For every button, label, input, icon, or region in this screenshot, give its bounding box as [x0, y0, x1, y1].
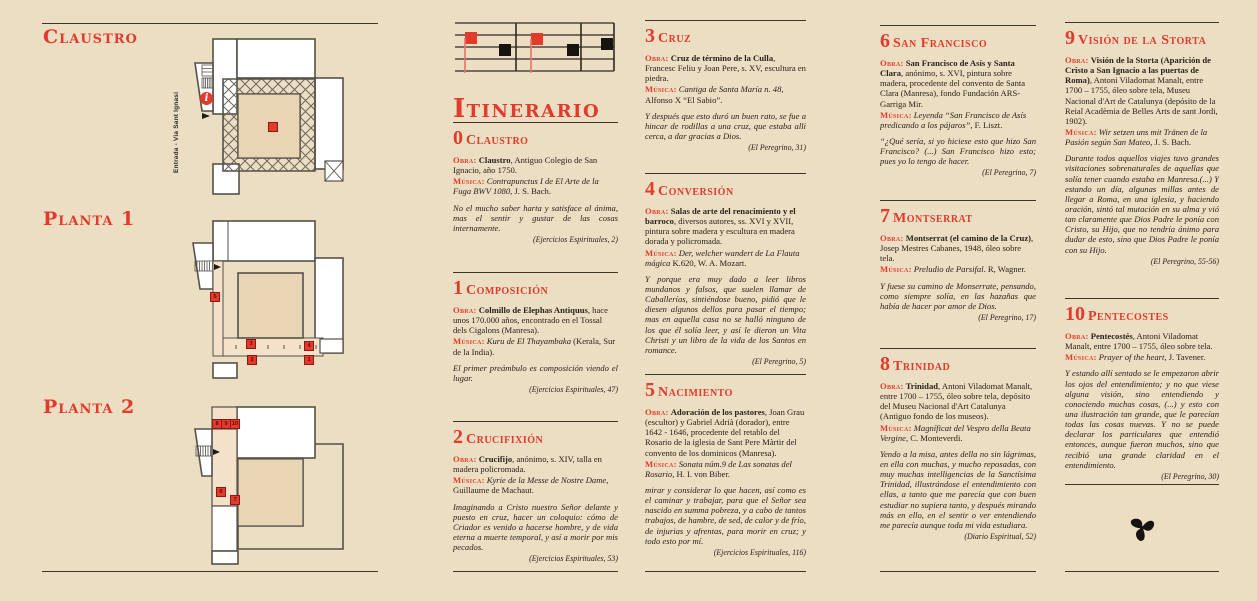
spiritual-quote: “¿Qué sería, si yo hiciese esto que hizo San Francisco? (...) San Francisco hizo esto; pues yo lo tengo de hacer. — [880, 135, 1036, 167]
obra-label: Obra: — [453, 155, 477, 165]
music-title: Cantiga de Santa María n. 48 — [678, 84, 782, 95]
musica-entry — [645, 84, 806, 104]
musica-entry — [880, 110, 1036, 130]
musica-label: Música: — [880, 109, 912, 120]
ornament-area — [1065, 485, 1219, 571]
musica-entry — [1065, 127, 1219, 147]
work-details: , anónimo, s. XIV, talla en madera policromada. — [453, 454, 602, 475]
itinerary-title-area — [453, 75, 618, 122]
obra-label: Obra: — [880, 381, 904, 391]
plan-section-claustro — [42, 24, 378, 206]
section-7-montserrat — [880, 200, 1036, 348]
music-title: Prayer of the heart — [1098, 352, 1165, 363]
section-heading — [1065, 28, 1219, 50]
musica-entry — [453, 475, 618, 495]
musica-entry — [453, 176, 618, 196]
musica-entry — [1065, 352, 1219, 362]
section-name: Nacimiento — [658, 385, 733, 400]
section-heading — [645, 380, 806, 402]
section-2-crucifixion — [453, 421, 618, 571]
section-9-vision-de-la-storta — [1065, 22, 1219, 298]
section-name: Composición — [466, 283, 549, 298]
obra-entry — [880, 381, 1036, 422]
musica-entry — [880, 264, 1036, 274]
musica-entry — [645, 459, 806, 479]
corridor — [213, 261, 223, 356]
floorplans-panel — [42, 23, 378, 572]
music-title: Magníficat del Vespro della Beata Vergine — [880, 422, 1031, 443]
music-title: Wir setzen uns mit Tränen de la Pasión según San Mateo — [1065, 126, 1208, 148]
spiritual-quote: Yendo a la misa, antes della no sin lágrimas, en ella con muchas, y mucho reposadas, con muy muchas intelligencias de la Sanctísima Trinidad, illustrándose el entendimiento con ellas, a tanto que me parecía que con buen estudiar no supiera tanto, y después mirando más en ello, en el sentir o ver entendiendo me parecía aunque toda mi vida estudiara. — [880, 448, 1036, 530]
section-number: 2 — [453, 426, 463, 448]
route-marker: 2 — [247, 355, 257, 365]
music-title: Contrapunctus I de El Arte de la Fuga BWV 1080 — [453, 176, 599, 197]
music-title: Sonata núm.9 de Las sonatas del Rosario — [645, 458, 792, 479]
section-name: Visión de la Storta — [1078, 33, 1207, 48]
plan-title-claustro: Claustro — [43, 26, 138, 48]
info-icon: i — [200, 92, 213, 105]
musica-label: Música: — [453, 176, 485, 187]
section-name: Conversión — [658, 184, 734, 199]
work-details: , Antoni Viladomat Manalt, entre 1700 – 1755, óleo sobre tela. — [1065, 331, 1213, 352]
work-details: , anónimo, s. XVI, pintura sobre madera, procedente del convento de Santa Clara (Manresa), fondo Fundación ARS-Garriga Mir. — [880, 68, 1026, 109]
itinerary-title: Itinerario — [453, 94, 601, 124]
section-5-nacimiento — [645, 374, 806, 571]
musica-label: Música: — [645, 458, 677, 469]
quote-citation: (El Peregrino, 31) — [748, 143, 806, 153]
entrance-structure — [193, 243, 213, 289]
musica-label: Música: — [1065, 126, 1097, 137]
quote-citation: (El Peregrino, 17) — [978, 312, 1036, 322]
route-marker-start — [268, 122, 278, 132]
work-details: , hace unos 170.000 años, encontrado en el Tossal dels Cigalons (Manresa). — [453, 305, 608, 336]
work-title: Trinidad — [905, 381, 939, 391]
music-title: Kyrie de la Messe de Nostre Dame — [486, 475, 607, 486]
column-itinerario — [453, 13, 618, 572]
section-number: 4 — [645, 178, 655, 200]
route-marker: 5 — [210, 292, 220, 302]
section-4-conversion — [645, 173, 806, 374]
hatched-room — [325, 161, 343, 181]
section-3-cruz — [645, 20, 806, 173]
route-marker: 4 — [304, 341, 314, 351]
section-8-trinidad — [880, 348, 1036, 571]
section-number: 1 — [453, 277, 463, 299]
obra-label: Obra: — [645, 206, 669, 216]
music-staff-graphic — [453, 13, 618, 75]
work-title: Crucifijo — [478, 454, 513, 464]
music-details: , J. S. Bach. — [1150, 137, 1192, 148]
section-name: Cruz — [658, 31, 692, 46]
route-marker: 3 — [246, 339, 256, 349]
musica-label: Música: — [1065, 352, 1097, 363]
column-sections-6-8 — [880, 25, 1036, 572]
music-details: , Alfonso X “El Sabio”. — [645, 84, 784, 105]
entrance-structure — [195, 429, 212, 476]
obra-entry — [645, 206, 806, 247]
obra-entry — [453, 305, 618, 335]
claustro-floorplan — [190, 29, 390, 201]
obra-label: Obra: — [453, 305, 477, 315]
section-name: Pentecostes — [1088, 309, 1169, 324]
route-marker: 7 — [230, 495, 240, 505]
entrance-label: Entrada - Via Sant Ignasi — [173, 91, 180, 173]
musica-entry — [453, 336, 618, 356]
obra-label: Obra: — [645, 407, 669, 417]
musica-label: Música: — [880, 422, 912, 433]
fleuron-ornament-icon — [1125, 511, 1159, 545]
spiritual-quote: Imaginando a Cristo nuestro Señor delante y puesto en cruz, hacer un coloquio: cómo de Criador es venido a hacerse hombre, y de vida eterna a muerte temporal, y así a morir por mis pecados. — [453, 501, 618, 553]
section-name: Montserrat — [893, 211, 973, 226]
work-details: , Francesc Feliu y Joan Pere, s. XV, escultura en piedra. — [645, 53, 806, 84]
musica-label: Música: — [880, 264, 912, 275]
section-number: 10 — [1065, 303, 1085, 325]
obra-entry — [1065, 331, 1219, 351]
spiritual-quote: Y después que esto duró un buen rato, se fue a hincar de rodillas a una cruz, que estaba allí cerca, a dar gracias a Dios. — [645, 110, 806, 141]
music-details: , F. Liszt. — [970, 119, 1003, 130]
quote-citation: (Ejercicios Espirituales, 47) — [529, 384, 618, 394]
section-0-claustro — [453, 122, 618, 272]
work-details: , Antoni Viladomat Manalt, entre 1700 – 1755, óleo sobre tela, depósito del Museu Nacional d'Art Catalunya (Antiguo fondo de los museos). — [880, 381, 1033, 422]
obra-entry — [453, 454, 618, 474]
section-number: 5 — [645, 379, 655, 401]
music-title: Preludio de Parsifal — [913, 264, 984, 275]
plan-title-planta1: Planta 1 — [43, 208, 136, 230]
courtyard — [238, 273, 303, 338]
section-heading — [880, 31, 1036, 53]
quote-citation: (El Peregrino, 55-56) — [1150, 256, 1219, 266]
musica-label: Música: — [453, 475, 485, 486]
quote-citation: (Diario Espiritual, 52) — [964, 531, 1036, 541]
music-details: , C. Monteverdi. — [905, 432, 963, 443]
musica-entry — [645, 248, 806, 268]
section-heading — [645, 179, 806, 201]
work-title: Adoración de los pastores — [670, 407, 765, 417]
quote-citation: (Ejercicios Espirituales, 2) — [533, 234, 618, 244]
obra-label: Obra: — [1065, 55, 1089, 65]
courtyard — [238, 459, 303, 526]
section-number: 7 — [880, 205, 890, 227]
section-name: Trinidad — [893, 359, 951, 374]
section-number: 0 — [453, 127, 463, 149]
quote-citation: (El Peregrino, 30) — [1161, 471, 1219, 481]
obra-entry — [880, 58, 1036, 109]
music-details: , J. Tavener. — [1164, 352, 1206, 363]
quote-citation: (El Peregrino, 7) — [982, 168, 1036, 178]
section-number: 6 — [880, 30, 890, 52]
music-details: (Kerala, Sur de la India). — [453, 336, 616, 357]
spiritual-quote: Y fuese su camino de Monserrate, pensando, como siempre solía, en las hazañas que había de hacer por amor de Dios. — [880, 280, 1036, 311]
obra-entry — [1065, 55, 1219, 126]
section-heading — [453, 427, 618, 449]
section-heading — [880, 354, 1036, 376]
section-heading — [453, 278, 618, 300]
spiritual-quote: No el mucho saber harta y satisface al ánima, mas el sentir y gustar de las cosas internamente. — [453, 202, 618, 233]
obra-label: Obra: — [1065, 331, 1089, 341]
work-details: , Josep Mestres Cabanes, 1948, óleo sobre tela. — [880, 233, 1034, 264]
obra-label: Obra: — [880, 233, 904, 243]
musica-label: Música: — [453, 336, 485, 347]
work-details: , Joan Grau (escultor) y Gabriel Adrià (dorador), entre 1642 - 1646, procedente del retablo del Rosario de la iglesia de Sant Pere Màrtir del convento de los dominicos (Manresa). — [645, 407, 805, 458]
work-title: Salas de arte del renacimiento y el barroco — [645, 206, 796, 227]
work-details: , Antoni Viladomat Manalt, entre 1700 – 1755, óleo sobre tela, Museu Nacional d'Art de Catalunya (depósito de la Reial Acadèmia de Belles Arts de sant Jordi, 1902). — [1065, 75, 1218, 126]
work-title: San Francisco de Asís y Santa Clara — [880, 58, 1015, 79]
music-title: Kuru de El Thayambaka — [486, 336, 572, 347]
music-title: Der, welcher wandert de La Flauta mágica — [645, 247, 800, 268]
section-heading — [453, 128, 618, 150]
obra-entry — [645, 53, 806, 83]
plan-title-planta2: Planta 2 — [43, 396, 136, 418]
work-title: Montserrat (el camino de la Cruz) — [905, 233, 1032, 243]
music-details: , Guillaume de Machaut. — [453, 475, 609, 496]
obra-label: Obra: — [453, 454, 477, 464]
work-details: , diversos autores, ss. XVI y XVII, pintura sobre madera y escultura en madera dorada y policromada. — [645, 216, 795, 247]
work-title: Claustro — [478, 155, 511, 165]
column-sections-9-10 — [1065, 22, 1219, 572]
musica-label: Música: — [645, 247, 677, 258]
section-number: 8 — [880, 353, 890, 375]
section-heading — [1065, 304, 1219, 326]
spiritual-quote: mirar y considerar lo que hacen, así como es el caminar y trabajar, para que el Señor sea nascido en summa pobreza, y a cabo de tantos trabajos, de hambre, de sed, de calor y de frío, de injurias y afrentas, para morir en cruz; y todo esto por mí. — [645, 484, 806, 546]
spiritual-quote: Durante todos aquellos viajes tuvo grandes visitaciones sobrenaturales de aquellas que solía tener cuando estaba en Manresa.(...) Y estando un día, algunas millas antes de llegar a Roma, en una iglesia, y haciendo oración, sintó tal mutación en su alma y vió tan claramente que Dios Padre le ponía con Cristo, su Hijo, que no tendría ánimo para dudar de esto, sino que Dios Padre le ponía con su Hijo. — [1065, 153, 1219, 255]
quote-citation: (El Peregrino, 5) — [752, 356, 806, 366]
music-details: . R, Wagner. — [983, 264, 1026, 275]
section-name: Crucifixión — [466, 432, 544, 447]
section-number: 3 — [645, 25, 655, 47]
work-title: Visión de la Storta (Aparición de Cristo a San Ignacio a las puertas de Roma) — [1065, 55, 1211, 86]
obra-entry — [453, 155, 618, 175]
work-details: , Antiguo Colegio de San Ignacio, año 1750. — [453, 155, 598, 176]
route-marker: 1 — [304, 355, 314, 365]
section-heading — [880, 206, 1036, 228]
work-title: Colmillo de Elephas Antiquus — [478, 305, 588, 315]
column-sections-3-5 — [645, 20, 806, 572]
music-details: , J. S. Bach. — [510, 186, 551, 197]
route-marker: 8 — [212, 419, 222, 429]
music-details: K.620, W. A. Mozart. — [670, 257, 747, 268]
plan-section-planta2 — [42, 394, 378, 571]
section-10-pentecostes — [1065, 298, 1219, 485]
spiritual-quote: Y porque era muy dado a leer libros mundanos y falsos, que suelen llamar de Caballerías, sintiéndose bueno, pidió que le diesen algunos dellos para pasar el tiempo; mas en aquella casa no se halló ninguno de los que él solía leer, y así le dieron un Vita Christi y un libro de la vida de los Santos en romance. — [645, 273, 806, 355]
musica-label: Música: — [645, 84, 677, 95]
work-title: Cruz de término de la Culla — [670, 53, 774, 63]
music-title: Leyenda “San Francisco de Asís predicando a los pájaros” — [880, 109, 1027, 130]
quote-citation: (Ejercicios Espirituales, 116) — [713, 547, 806, 557]
section-number: 9 — [1065, 27, 1075, 49]
quote-citation: (Ejercicios Espirituales, 53) — [529, 554, 618, 564]
obra-label: Obra: — [880, 58, 904, 68]
route-marker: 10 — [231, 421, 239, 427]
route-marker: 6 — [216, 487, 226, 497]
musica-entry — [880, 423, 1036, 443]
music-details: , H. I. von Biber. — [672, 468, 730, 479]
obra-entry — [880, 233, 1036, 263]
section-heading — [645, 26, 806, 48]
route-marker: 9 — [221, 419, 231, 429]
entrance-arrow-icon — [202, 113, 210, 119]
work-title: Pentecostés — [1090, 331, 1133, 341]
obra-label: Obra: — [645, 53, 669, 63]
section-name: Claustro — [466, 133, 529, 148]
spiritual-quote: Y estando allí sentado se le empezaron abrir los ojos del entendimiento; y no que viese alguna visión, sino entendiendo y conociendo muchas cosas, (...) y esto con una ilustración tan grande, que le parecían todas las cosas nuevas. Y no se puede declarar los particulares que entendió entonces, aunque fueron muchos, sino que recibió una grande claridad en el entendimiento. — [1065, 368, 1219, 470]
section-6-san-francisco — [880, 25, 1036, 200]
section-1-composicion — [453, 272, 618, 421]
spiritual-quote: El primer preámbulo es composición viendo el lugar. — [453, 362, 618, 383]
section-name: San Francisco — [893, 36, 988, 51]
obra-entry — [645, 407, 806, 458]
